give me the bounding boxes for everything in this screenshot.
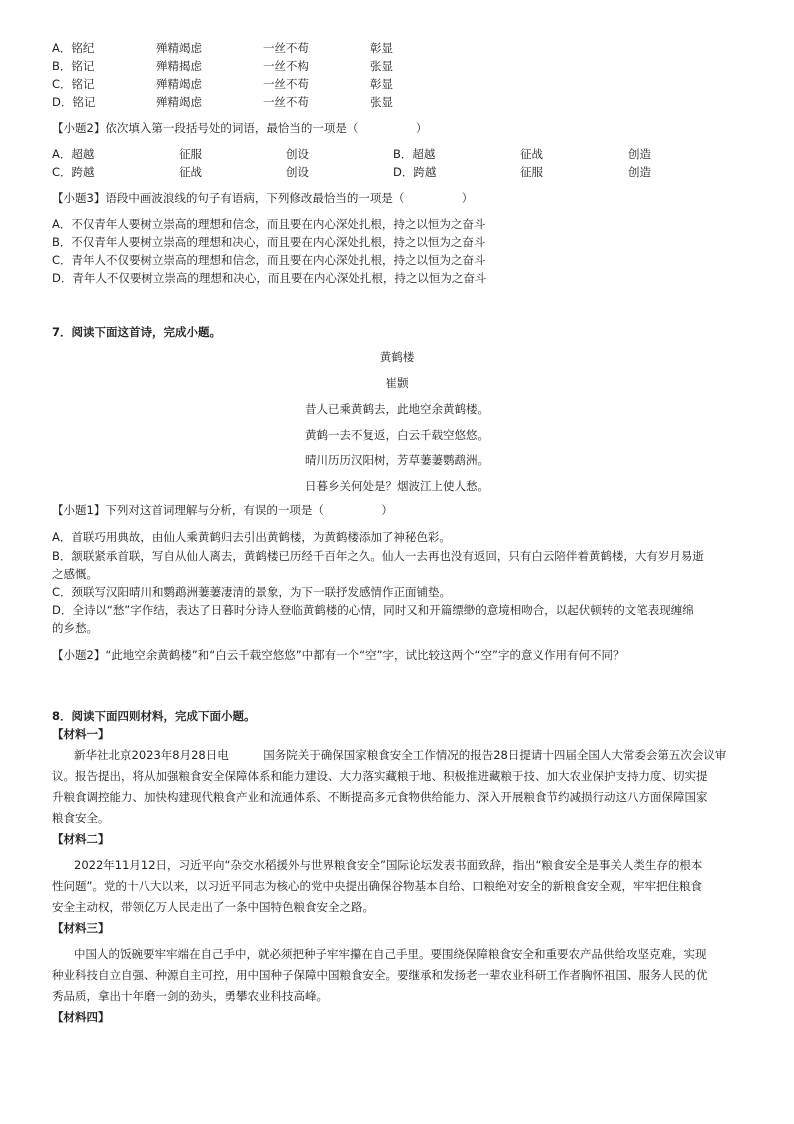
option-word-4: 彰显 [370,77,393,91]
material-2-line-1: 2022年11月12日，习近平向“杂交水稻援外与世界粮食安全”国际论坛发表书面致辞，指出“粮食安全是事关人类生存的根本 [74,858,703,872]
option-d-word-2: 征服 [520,165,543,179]
option-label: D．铭记 [52,95,96,109]
option-word-4: 彰显 [370,41,393,55]
option-c-word-3: 创设 [286,165,309,179]
material-1-line-2: 议。报告提出，将从加强粮食安全保障体系和能力建设、大力落实藏粮于地、积极推进藏粮于技、加大农业保护支持力度、切实提 [52,769,708,783]
option-label: C．铭记 [52,77,95,91]
option-word-2: 殚精竭虑 [156,95,202,109]
section-8-heading: 8．阅读下面四则材料，完成下面小题。 [52,709,256,723]
poem-line-1: 昔人已乘黄鹤去，此地空余黄鹤楼。 [305,402,489,416]
option-word-2: 殚精竭虑 [156,77,202,91]
section-7-heading: 7．阅读下面这首诗，完成小题。 [52,325,221,339]
q3-option-c[interactable]: C．青年人不仅要树立崇高的理想和信念，而且要在内心深处扎根，持之以恒为之奋斗 [52,253,486,267]
material-2-line-3: 安全主动权，带领亿万人民走出了一条中国特色粮食安全之路。 [52,900,374,914]
option-label: A．铭纪 [52,41,95,55]
option-word-2: 殚精竭虑 [156,41,202,55]
option-b-word-2: 征战 [520,147,543,161]
material-2-title: 【材料二】 [52,832,110,846]
material-1-title: 【材料一】 [52,727,110,741]
option-d-word-3: 创造 [628,165,651,179]
option-a-word-2: 征服 [179,147,202,161]
option-word-4: 张显 [370,95,393,109]
material-2-line-2: 性问题”。党的十八大以来，以习近平同志为核心的党中央提出确保谷物基本自给、口粮绝对安全的新粮食安全观，牢牢把住粮食 [52,879,702,893]
material-3-line-1: 中国人的饭碗要牢牢端在自己手中，就必须把种子牢牢攥在自己手里。要围绕保障粮食安全和重要农产品供给攻坚克难，实现 [74,947,707,961]
option-word-3: 一丝不苟 [263,95,309,109]
option-c-word-2: 征战 [179,165,202,179]
option-word-2: 殚精揭虑 [156,59,202,73]
poem-q2-prompt: 【小题2】“此地空余黄鹤楼”和“白云千载空悠悠”中都有一个“空”字，试比较这两个“空”字的意义作用有何不同？ [52,648,625,662]
option-b-label: B．超越 [393,147,436,161]
q3-option-d[interactable]: D．青年人不仅要树立崇高的理想和决心，而且要在内心深处扎根，持之以恒为之奋斗 [52,271,487,285]
option-word-3: 一丝不苟 [263,41,309,55]
material-4-title: 【材料四】 [52,1010,110,1024]
material-3-line-2: 种业科技自立自强、种源自主可控，用中国种子保障中国粮食安全。要继承和发扬老一辈农业科研工作者胸怀祖国、服务人民的优 [52,968,708,982]
material-3-line-3: 秀品质，拿出十年磨一剑的劲头，勇攀农业科技高峰。 [52,989,328,1003]
q1-option-b[interactable] [52,58,752,74]
poem-q1-option-d[interactable]: D．全诗以“愁”字作结，表达了日暮时分诗人登临黄鹤楼的心情，同时又和开篇缥缈的意境相吻合，以起伏顿转的文笔表现缠绵 [52,603,694,617]
material-1-line-1: 新华社北京2023年8月28日电 国务院关于确保国家粮食安全工作情况的报告28日提请十四届全国人大常委会第五次会议审 [74,748,727,762]
option-word-3: 一丝不构 [263,59,309,73]
poem-title: 黄鹤楼 [379,350,415,364]
poem-line-4: 日暮乡关何处是？烟波江上使人愁。 [305,479,489,493]
q3-prompt: 【小题3】语段中画波浪线的句子有语病，下列修改最恰当的一项是（ ） [52,191,474,205]
poem-q1-prompt: 【小题1】下列对这首词理解与分析，有误的一项是（ ） [52,503,393,517]
q2-options-row-1[interactable] [52,146,752,162]
material-1-line-3: 升粮食调控能力、加快构建现代粮食产业和流通体系、不断提高多元食物供给能力、深入开展粮食节约减损行动这八方面保障国家 [52,790,708,804]
poem-q1-option-c[interactable]: C．颈联写汉阳晴川和鹦鹉洲萋萋凄清的景象，为下一联抒发感情作正面铺垫。 [52,585,452,599]
q1-option-c[interactable] [52,76,752,92]
option-a-word-3: 创设 [286,147,309,161]
poem-q1-option-b[interactable]: B．颔联紧承首联，写自从仙人离去，黄鹤楼已历经千百年之久。仙人一去再也没有返回，只有白云陪伴着黄鹤楼，大有岁月易逝 [52,549,704,563]
q1-option-d[interactable] [52,94,752,110]
poem-q1-option-d-cont: 的乡愁。 [52,621,98,635]
q1-option-a[interactable] [52,40,752,56]
option-word-3: 一丝不苟 [263,77,309,91]
poem-line-3: 晴川历历汉阳树，芳草萋萋鹦鹉洲。 [305,453,489,467]
q3-option-a[interactable]: A．不仅青年人要树立崇高的理想和信念，而且要在内心深处扎根，持之以恒为之奋斗 [52,217,486,231]
material-1-line-4: 粮食安全。 [52,811,110,825]
q2-options-row-2[interactable] [52,164,752,180]
poem-q1-option-b-cont: 之感慨。 [52,567,98,581]
poem-line-2: 黄鹤一去不复返，白云千载空悠悠。 [305,428,489,442]
option-a-label: A．超越 [52,147,95,161]
q3-option-b[interactable]: B．不仅青年人要树立崇高的理想和决心，而且要在内心深处扎根，持之以恒为之奋斗 [52,235,486,249]
option-word-4: 张显 [370,59,393,73]
option-c-label: C．跨越 [52,165,95,179]
option-b-word-3: 创造 [628,147,651,161]
poem-q1-option-a[interactable]: A．首联巧用典故，由仙人乘黄鹤归去引出黄鹤楼，为黄鹤楼添加了神秘色彩。 [52,530,451,544]
poem-author: 崔颢 [385,376,409,390]
option-label: B．铭记 [52,59,95,73]
option-d-label: D．跨越 [393,165,437,179]
material-3-title: 【材料三】 [52,921,110,935]
q2-prompt: 【小题2】依次填入第一段括号处的词语，最恰当的一项是（ ） [52,121,428,135]
